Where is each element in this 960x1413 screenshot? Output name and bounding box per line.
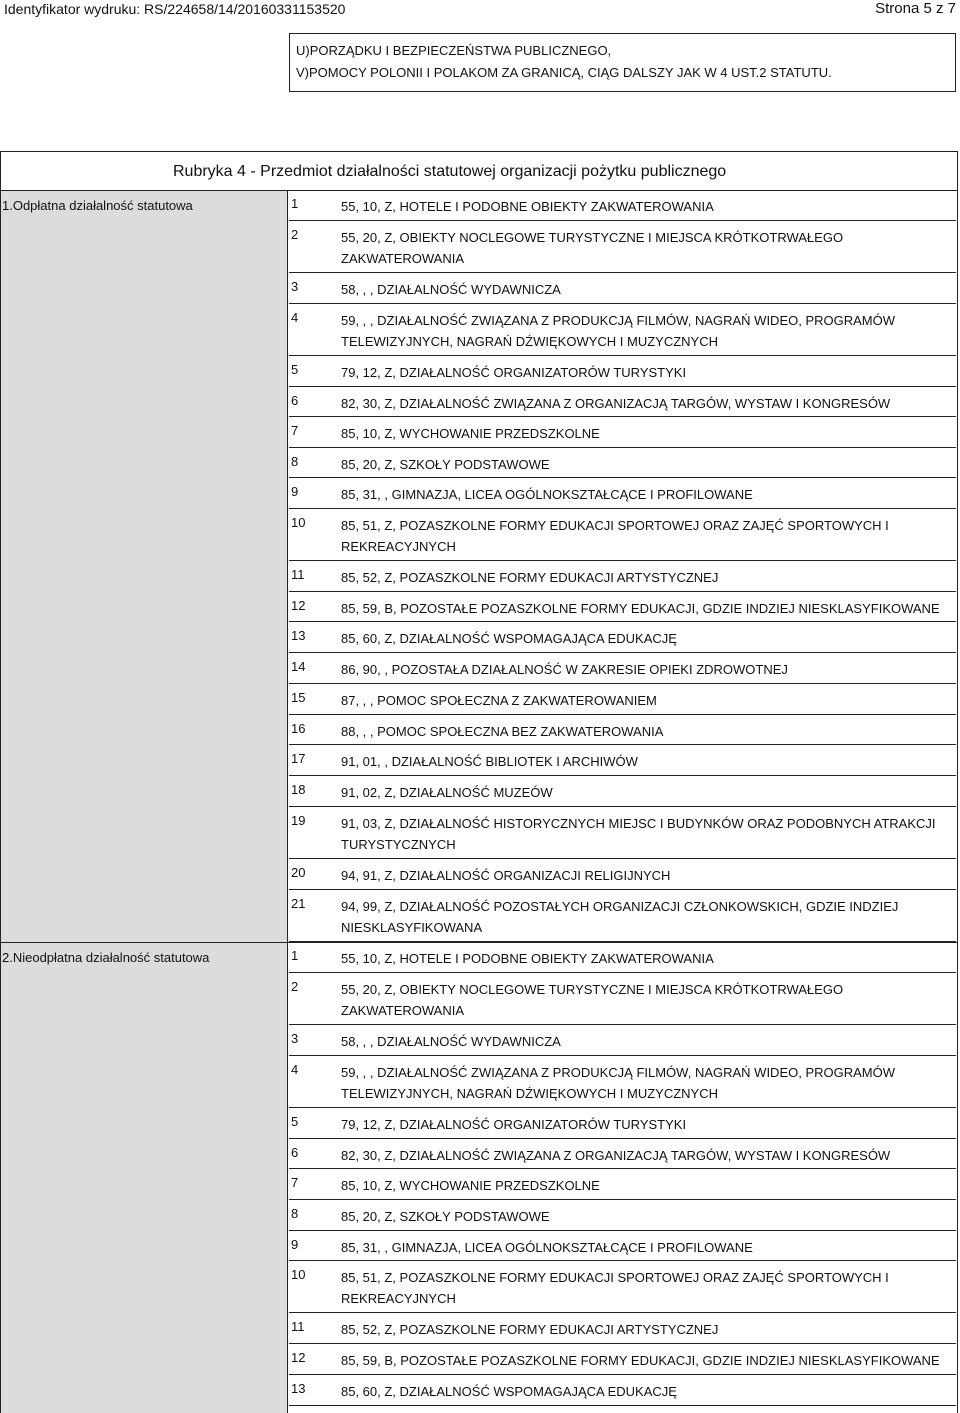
item-text: 55, 10, Z, HOTELE I PODOBNE OBIEKTY ZAKWATEROWANIA: [341, 951, 714, 966]
item-text: 85, 51, Z, POZASZKOLNE FORMY EDUKACJI SPORTOWEJ ORAZ ZAJĘĆ SPORTOWYCH I REKREACYJNYCH: [341, 518, 889, 554]
item-number: 1: [291, 196, 299, 211]
item-text: 86, 90, , POZOSTAŁA DZIAŁALNOŚĆ W ZAKRESIE OPIEKI ZDROWOTNEJ: [341, 662, 788, 677]
item-text: 85, 60, Z, DZIAŁALNOŚĆ WSPOMAGAJĄCA EDUKACJĘ: [341, 631, 677, 646]
item-text: 79, 12, Z, DZIAŁALNOŚĆ ORGANIZATORÓW TURYSTYKI: [341, 365, 687, 380]
item-text: 91, 01, , DZIAŁALNOŚĆ BIBLIOTEK I ARCHIWÓW: [341, 754, 638, 769]
item-number: 11: [291, 1319, 305, 1334]
list-item: [289, 561, 956, 592]
item-number: 15: [291, 690, 306, 705]
list-item: [289, 745, 956, 776]
list-item: [289, 1169, 956, 1200]
list-item: [289, 1139, 956, 1169]
list-item: [289, 859, 956, 890]
item-text: 55, 20, Z, OBIEKTY NOCLEGOWE TURYSTYCZNE I MIEJSCA KRÓTKOTRWAŁEGO ZAKWATEROWANIA: [341, 982, 844, 1018]
list-item: [289, 942, 956, 973]
item-text: 59, , , DZIAŁALNOŚĆ ZWIĄZANA Z PRODUKCJĄ FILMÓW, NAGRAŃ WIDEO, PROGRAMÓW TELEWIZYJNYCH, NAGRAŃ DŹWIĘKOWYCH I MUZYCZNYCH: [341, 313, 896, 349]
item-number: 3: [291, 1031, 299, 1046]
item-number: 5: [291, 1114, 299, 1129]
page-number: Strona 5 z 7: [875, 0, 956, 17]
item-number: 4: [291, 1062, 299, 1077]
item-number: 7: [291, 423, 299, 438]
item-number: 4: [291, 310, 299, 325]
section-label: 1.Odpłatna działalność statutowa: [2, 198, 193, 213]
list-item: [289, 221, 956, 273]
row-divider: [289, 1405, 956, 1406]
item-text: 79, 12, Z, DZIAŁALNOŚĆ ORGANIZATORÓW TURYSTYKI: [341, 1117, 687, 1132]
item-text: 85, 52, Z, POZASZKOLNE FORMY EDUKACJI ARTYSTYCZNEJ: [341, 1322, 719, 1337]
item-text: 87, , , POMOC SPOŁECZNA Z ZAKWATEROWANIEM: [341, 693, 657, 708]
item-number: 21: [291, 896, 306, 911]
list-item: [289, 1025, 956, 1056]
item-number: 9: [291, 484, 299, 499]
item-text: 85, 10, Z, WYCHOWANIE PRZEDSZKOLNE: [341, 426, 600, 441]
section-label-column: [1, 190, 288, 1413]
item-number: 13: [291, 1381, 306, 1396]
item-text: 85, 20, Z, SZKOŁY PODSTAWOWE: [341, 457, 550, 472]
list-item: [289, 1375, 956, 1406]
item-number: 2: [291, 227, 299, 242]
item-text: 82, 30, Z, DZIAŁALNOŚĆ ZWIĄZANA Z ORGANIZACJĄ TARGÓW, WYSTAW I KONGRESÓW: [341, 1148, 891, 1163]
list-item: [289, 448, 956, 478]
item-number: 10: [291, 515, 306, 530]
item-text: 58, , , DZIAŁALNOŚĆ WYDAWNICZA: [341, 1034, 561, 1049]
item-text: 94, 99, Z, DZIAŁALNOŚĆ POZOSTAŁYCH ORGANIZACJI CZŁONKOWSKICH, GDZIE INDZIEJ NIESKLASYFIKOWANA: [341, 899, 899, 935]
section-divider: [0, 190, 958, 191]
item-number: 1: [291, 948, 299, 963]
item-text: 91, 03, Z, DZIAŁALNOŚĆ HISTORYCZNYCH MIEJSC I BUDYNKÓW ORAZ PODOBNYCH ATRAKCJI TURYSTYCZNYCH: [341, 816, 936, 852]
item-text: 88, , , POMOC SPOŁECZNA BEZ ZAKWATEROWANIA: [341, 724, 664, 739]
item-number: 12: [291, 598, 306, 613]
list-item: [289, 973, 956, 1025]
item-number: 16: [291, 721, 306, 736]
list-item: [289, 1200, 956, 1231]
list-item: [289, 890, 956, 942]
list-item: [289, 304, 956, 356]
item-number: 18: [291, 782, 306, 797]
item-number: 14: [291, 659, 306, 674]
continuation-line-1: U)PORZĄDKU I BEZPIECZEŃSTWA PUBLICZNEGO,: [296, 43, 612, 58]
item-text: 82, 30, Z, DZIAŁALNOŚĆ ZWIĄZANA Z ORGANIZACJĄ TARGÓW, WYSTAW I KONGRESÓW: [341, 396, 891, 411]
list-item: [289, 509, 956, 561]
list-item: [289, 1231, 956, 1261]
print-header: [4, 0, 956, 18]
item-text: 85, 10, Z, WYCHOWANIE PRZEDSZKOLNE: [341, 1178, 600, 1193]
rubryka-title: Rubryka 4 - Przedmiot działalności statutowej organizacji pożytku publicznego: [173, 163, 727, 180]
list-item: [289, 273, 956, 304]
item-text: 85, 59, B, POZOSTAŁE POZASZKOLNE FORMY EDUKACJI, GDZIE INDZIEJ NIESKLASYFIKOWANE: [341, 601, 940, 616]
item-number: 3: [291, 279, 299, 294]
item-number: 6: [291, 1145, 299, 1160]
continuation-line-2: V)POMOCY POLONII I POLAKOM ZA GRANICĄ, CIĄG DALSZY JAK W 4 UST.2 STATUTU.: [296, 65, 832, 80]
item-number: 20: [291, 865, 306, 880]
item-text: 55, 20, Z, OBIEKTY NOCLEGOWE TURYSTYCZNE I MIEJSCA KRÓTKOTRWAŁEGO ZAKWATEROWANIA: [341, 230, 844, 266]
list-item: [289, 356, 956, 387]
item-number: 6: [291, 393, 299, 408]
item-number: 2: [291, 979, 299, 994]
item-number: 10: [291, 1267, 306, 1282]
section-label: 2.Nieodpłatna działalność statutowa: [2, 950, 210, 965]
list-item: [289, 776, 956, 807]
item-text: 85, 60, Z, DZIAŁALNOŚĆ WSPOMAGAJĄCA EDUKACJĘ: [341, 1384, 677, 1399]
print-identifier: Identyfikator wydruku: RS/224658/14/20160331153520: [4, 1, 346, 17]
list-item: [289, 1344, 956, 1375]
list-item: [289, 653, 956, 684]
item-text: 85, 51, Z, POZASZKOLNE FORMY EDUKACJI SPORTOWEJ ORAZ ZAJĘĆ SPORTOWYCH I REKREACYJNYCH: [341, 1270, 889, 1306]
item-text: 85, 52, Z, POZASZKOLNE FORMY EDUKACJI ARTYSTYCZNEJ: [341, 570, 719, 585]
list-item: [289, 592, 956, 622]
item-text: 55, 10, Z, HOTELE I PODOBNE OBIEKTY ZAKWATEROWANIA: [341, 199, 714, 214]
list-item: [289, 684, 956, 715]
list-item: [289, 417, 956, 448]
item-number: 19: [291, 813, 306, 828]
list-item: [289, 715, 956, 745]
item-number: 17: [291, 751, 306, 766]
item-text: 85, 59, B, POZOSTAŁE POZASZKOLNE FORMY EDUKACJI, GDZIE INDZIEJ NIESKLASYFIKOWANE: [341, 1353, 940, 1368]
item-number: 8: [291, 454, 299, 469]
item-text: 91, 02, Z, DZIAŁALNOŚĆ MUZEÓW: [341, 785, 553, 800]
item-number: 8: [291, 1206, 299, 1221]
list-item: [289, 807, 956, 859]
item-number: 12: [291, 1350, 306, 1365]
item-number: 13: [291, 628, 306, 643]
list-item: [289, 1056, 956, 1108]
list-item: [289, 1313, 956, 1344]
continuation-box: [289, 33, 956, 92]
item-text: 85, 31, , GIMNAZJA, LICEA OGÓLNOKSZTAŁCĄCE I PROFILOWANE: [341, 487, 753, 502]
list-item: [289, 1261, 956, 1313]
item-text: 59, , , DZIAŁALNOŚĆ ZWIĄZANA Z PRODUKCJĄ FILMÓW, NAGRAŃ WIDEO, PROGRAMÓW TELEWIZYJNYCH, NAGRAŃ DŹWIĘKOWYCH I MUZYCZNYCH: [341, 1065, 896, 1101]
item-text: 58, , , DZIAŁALNOŚĆ WYDAWNICZA: [341, 282, 561, 297]
item-number: 9: [291, 1237, 299, 1252]
list-item: [289, 622, 956, 653]
list-item: [289, 190, 956, 221]
item-text: 94, 91, Z, DZIAŁALNOŚĆ ORGANIZACJI RELIGIJNYCH: [341, 868, 671, 883]
list-item: [289, 387, 956, 417]
item-number: 7: [291, 1175, 299, 1190]
item-number: 5: [291, 362, 299, 377]
list-item: [289, 1108, 956, 1139]
item-number: 11: [291, 567, 305, 582]
item-text: 85, 20, Z, SZKOŁY PODSTAWOWE: [341, 1209, 550, 1224]
item-text: 85, 31, , GIMNAZJA, LICEA OGÓLNOKSZTAŁCĄCE I PROFILOWANE: [341, 1240, 753, 1255]
section-divider: [0, 942, 958, 943]
list-item: [289, 478, 956, 509]
